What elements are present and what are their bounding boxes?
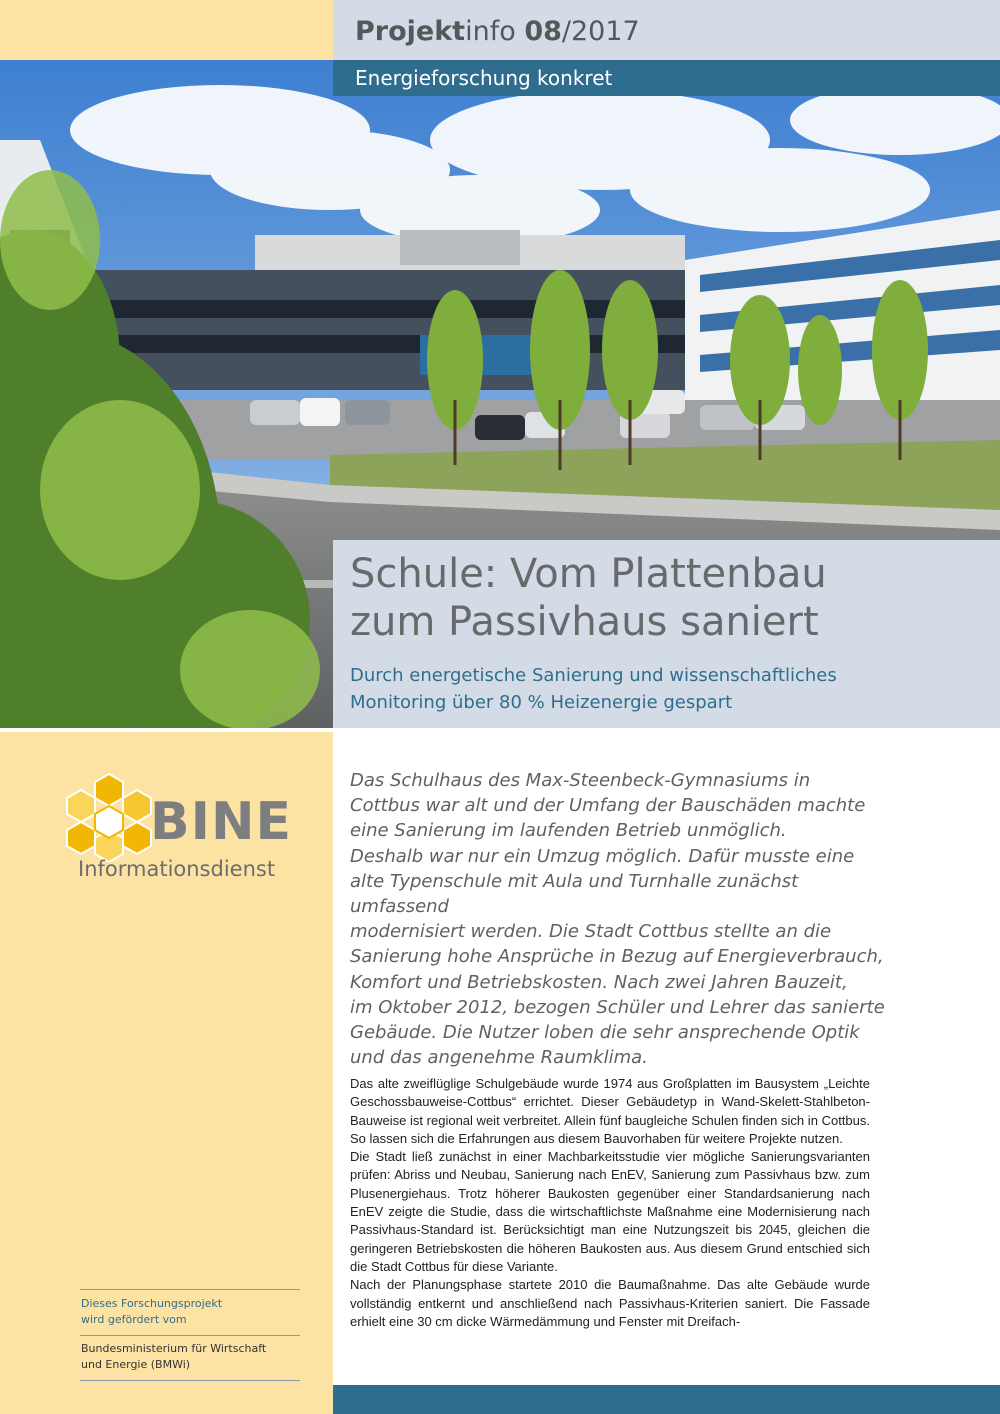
headline-line-1: Schule: Vom Plattenbau	[350, 551, 827, 597]
hexagon-cluster-icon	[64, 772, 154, 862]
series-rest: info	[465, 16, 525, 47]
headline-line-2: zum Passivhaus saniert	[350, 599, 819, 645]
issue-number: 08	[524, 16, 562, 47]
category-label: Energieforschung konkret	[355, 66, 613, 90]
header-left-band	[0, 0, 333, 60]
logo-wordmark: BINE	[150, 792, 293, 852]
headline	[350, 550, 990, 646]
logo-subtitle: Informationsdienst	[78, 857, 276, 881]
body-text	[350, 1075, 870, 1331]
funding-label	[81, 1296, 301, 1328]
subheadline-line-1: Durch energetische Sanierung und wissenschaftliches	[350, 665, 837, 686]
funding-label-line-1: Dieses Forschungsprojekt	[81, 1297, 223, 1310]
subheadline	[350, 662, 990, 716]
divider	[80, 1335, 300, 1336]
intro-text: Das Schulhaus des Max-Steenbeck-Gymnasiums in Cottbus war alt und der Umfang der Bauschäden machte eine Sanierung im laufenden Betrieb unmöglich. Deshalb war nur ein Umzug möglich. Dafür musste eine alte Typenschule mit Aula und Turnhalle zunächst umfassend modernisiert werden. Die Stadt Cottbus stellte an die Sanierung hohe Ansprüche in Bezug auf Energieverbrauch, Komfort und Betriebskosten. Nach zwei Jahren Bauzeit, im Oktober 2012, bezogen Schüler und Lehrer das sanierte Gebäude. Die Nutzer loben die sehr ansprechende Optik und das angenehme Raumklima.	[350, 770, 885, 1069]
funding-organization	[81, 1341, 301, 1373]
series-bold: Projekt	[355, 16, 466, 47]
funding-org-line-2: und Energie (BMWi)	[81, 1358, 191, 1371]
divider	[80, 1289, 300, 1290]
issue-title	[355, 16, 640, 47]
body-paragraph-1: Das alte zweiflüglige Schulgebäude wurde 1974 aus Großplatten im Bausystem „Leichte Geschossbauweise-Cottbus“ errichtet. Dieser Gebäudetyp in Wand-Skelett-Stahlbeton-Bauweise ist regional weit verbreitet. Allein fünf baugleiche Schulen finden sich in Cottbus. So lassen sich die Erfahrungen aus diesem Bauvorhaben für weitere Projekte nutzen.	[350, 1076, 870, 1146]
subheadline-line-2: Monitoring über 80 % Heizenergie gespart	[350, 692, 733, 713]
issue-year: /2017	[561, 16, 640, 47]
footer-band	[333, 1385, 1000, 1414]
divider	[80, 1380, 300, 1381]
funding-label-line-2: wird gefördert vom	[81, 1313, 187, 1326]
category-band	[333, 60, 1000, 96]
body-paragraph-3: Nach der Planungsphase startete 2010 die Baumaßnahme. Das alte Gebäude wurde vollständig entkernt und anschließend nach Passivhaus-Kriterien saniert. Die Fassade erhielt eine 30 cm dicke Wärmedämmung und Fenster mit Dreifach-	[350, 1277, 870, 1329]
funding-org-line-1: Bundesministerium für Wirtschaft	[81, 1342, 267, 1355]
body-paragraph-2: Die Stadt ließ zunächst in einer Machbarkeitsstudie vier mögliche Sanierungsvarianten prüfen: Abriss und Neubau, Sanierung nach EnEV, Sanierung zum Passivhaus bzw. zum Plusenergiehaus. Trotz höherer Baukosten gegenüber einer Standardsanierung nach EnEV zeigte die Studie, dass die wirtschaftlichste Maßnahme eine Modernisierung nach Passivhaus-Standard ist. Berücksichtigt man eine Nutzungszeit bis 2045, gleichen die geringeren Betriebskosten die höheren Baukosten aus. Aus diesem Grund entschied sich die Stadt Cottbus für diese Variante.	[350, 1149, 870, 1274]
